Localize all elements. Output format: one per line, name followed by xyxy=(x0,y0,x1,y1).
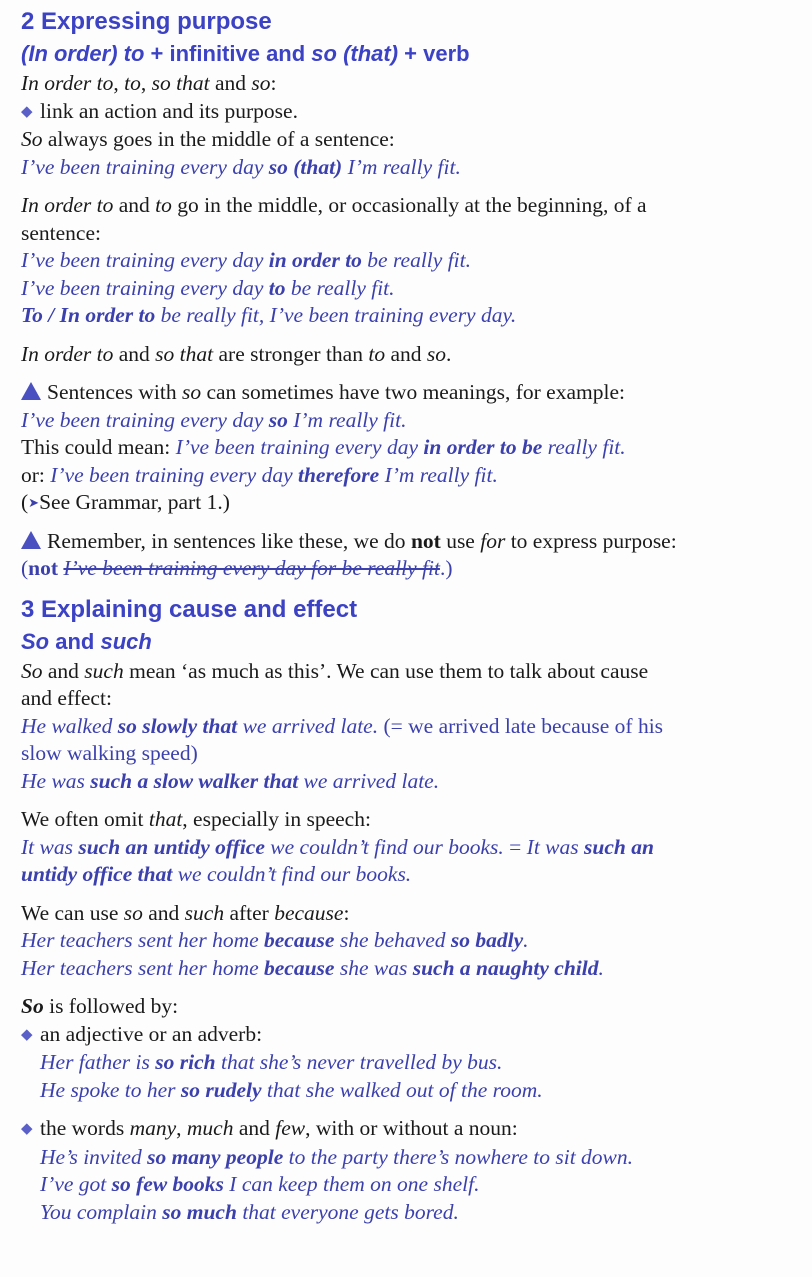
bullet-item xyxy=(21,1021,792,1050)
bullet-item xyxy=(21,1115,792,1144)
text-line xyxy=(21,927,792,955)
text-segment: we arrived late. xyxy=(237,713,379,738)
text-segment: You complain xyxy=(40,1199,163,1224)
text-segment: We can use xyxy=(21,900,124,925)
text-segment: : xyxy=(343,900,350,925)
subheading-segment: such xyxy=(100,628,152,654)
text-line xyxy=(21,528,792,556)
text-segment: It was xyxy=(21,834,79,859)
text-line xyxy=(21,126,792,154)
section-heading: 2 Expressing purpose xyxy=(21,8,272,35)
paragraph-block xyxy=(21,900,792,983)
text-segment: we couldn’t find our books. xyxy=(172,862,412,886)
text-segment: she was xyxy=(334,955,413,980)
text-segment: I’ve been training every day xyxy=(50,462,298,487)
text-segment: go in the middle, or occasionally at the beginning, of a xyxy=(171,193,647,217)
open-paren: ( xyxy=(21,490,29,514)
text-segment: to xyxy=(268,275,286,300)
text-segment: I’ve been training every day xyxy=(21,407,269,432)
text-segment: , with or without a noun: xyxy=(305,1116,518,1140)
text-segment: because xyxy=(274,900,344,925)
text-segment: I’ve been training every day xyxy=(21,154,269,179)
text-segment: so xyxy=(123,900,143,925)
text-segment: So xyxy=(21,994,44,1018)
text-segment: See Grammar, part 1.) xyxy=(39,490,230,514)
text-segment: I’ve been training every day xyxy=(21,275,269,300)
text-segment: to the party there’s nowhere to sit down. xyxy=(283,1144,634,1169)
text-segment: . xyxy=(446,341,452,366)
text-line xyxy=(21,192,792,220)
text-segment: and xyxy=(209,71,252,95)
text-segment: This could mean: xyxy=(21,435,176,459)
subheading-segment: + verb xyxy=(398,41,470,66)
text-segment: Her teachers sent her home xyxy=(21,928,265,952)
text-line xyxy=(21,806,792,834)
text-segment: and xyxy=(385,341,427,366)
text-segment: So xyxy=(21,658,43,683)
subheading-segment: (In order) to xyxy=(21,41,145,66)
text-segment: Remember, in sentences like these, we do xyxy=(47,528,411,553)
text-segment: . xyxy=(598,955,604,980)
text-segment: so xyxy=(251,71,271,95)
paragraph-block xyxy=(21,993,792,1104)
warning-triangle-icon xyxy=(21,382,41,400)
text-segment: I can keep them on one shelf. xyxy=(223,1172,480,1196)
text-segment: so that xyxy=(155,341,214,366)
text-segment: can sometimes have two meanings, for example: xyxy=(201,380,625,404)
text-segment: He walked xyxy=(21,713,118,738)
text-segment: much xyxy=(186,1116,234,1140)
text-segment: in order to be xyxy=(423,435,543,459)
text-segment: I’m really fit. xyxy=(342,154,461,179)
section-3 xyxy=(21,594,792,1227)
text-line xyxy=(21,834,792,862)
bullet-item xyxy=(21,98,792,127)
paragraph-block xyxy=(21,70,792,181)
text-segment: so slowly that xyxy=(117,713,238,738)
text-line xyxy=(21,302,792,330)
section-2 xyxy=(21,6,792,583)
text-line xyxy=(21,1199,792,1227)
subheading-segment: so (that) xyxy=(311,41,399,66)
text-segment: such an xyxy=(584,834,654,859)
text-segment: not xyxy=(28,556,64,580)
text-line xyxy=(21,713,792,741)
section-subheading xyxy=(21,38,792,70)
text-line xyxy=(21,861,792,889)
text-segment: be really fit. xyxy=(285,275,395,300)
text-segment: be really fit, I’ve been training every day. xyxy=(155,303,517,327)
text-segment: that everyone gets bored. xyxy=(236,1199,459,1224)
text-segment: link an action and its purpose. xyxy=(40,98,298,123)
text-segment: after xyxy=(224,900,275,925)
text-segment: To / In order to xyxy=(21,303,156,327)
paragraph-block xyxy=(21,192,792,330)
text-line xyxy=(21,1144,792,1172)
text-segment: so xyxy=(181,380,202,404)
text-segment: not xyxy=(410,528,441,553)
text-segment: so badly xyxy=(450,928,524,952)
text-segment: we arrived late. xyxy=(298,768,440,793)
diamond-bullet-icon: ◆ xyxy=(21,103,33,120)
text-segment: He was xyxy=(21,768,91,793)
text-segment: untidy office that xyxy=(21,862,173,886)
section-heading: 3 Explaining cause and effect xyxy=(21,595,358,623)
paragraph-block xyxy=(21,528,792,583)
paragraph-block xyxy=(21,658,792,796)
text-segment: .) xyxy=(439,556,453,580)
text-segment: In order to xyxy=(21,193,114,217)
text-segment: such a naughty child xyxy=(412,955,599,980)
text-line xyxy=(21,489,792,517)
text-segment: an adjective or an adverb: xyxy=(40,1021,263,1046)
text-segment: so xyxy=(268,407,288,432)
text-segment: in order to xyxy=(268,248,362,272)
text-segment: He’s invited xyxy=(40,1144,148,1169)
text-segment: In order to xyxy=(21,341,114,366)
text-segment: I’m really fit. xyxy=(287,407,407,432)
text-line xyxy=(21,900,792,928)
text-segment: so rich xyxy=(155,1050,216,1074)
subheading-segment: and xyxy=(49,628,101,654)
paragraph-block xyxy=(21,341,792,369)
text-segment: , xyxy=(140,71,152,95)
text-line xyxy=(21,434,792,462)
text-line xyxy=(21,555,792,583)
text-segment: to xyxy=(368,341,386,366)
warning-triangle-icon xyxy=(21,531,41,549)
text-segment: to xyxy=(124,71,141,95)
text-segment: = xyxy=(509,834,527,859)
text-segment: . xyxy=(523,928,529,952)
text-segment: and xyxy=(142,900,185,925)
text-segment: , xyxy=(113,71,125,95)
text-segment: is followed by: xyxy=(43,994,179,1018)
paragraph-block xyxy=(21,806,792,889)
text-line xyxy=(21,1171,792,1199)
text-line xyxy=(21,407,792,435)
diamond-bullet-icon: ◆ xyxy=(21,1121,33,1137)
text-segment: the words xyxy=(40,1116,130,1140)
text-segment: many xyxy=(129,1116,177,1140)
text-line xyxy=(21,955,792,983)
text-segment: and xyxy=(113,193,156,217)
text-line xyxy=(21,154,792,182)
text-segment: Sentences with xyxy=(47,380,182,404)
text-segment: such xyxy=(184,900,225,925)
text-segment: slow walking speed) xyxy=(21,741,198,765)
text-segment: because xyxy=(264,928,335,952)
subheading-segment: So xyxy=(21,628,50,654)
text-segment: therefore xyxy=(298,462,380,487)
text-segment: so much xyxy=(162,1199,237,1224)
text-segment: It was xyxy=(526,834,585,859)
text-segment: , xyxy=(176,1116,187,1140)
text-segment: so rudely xyxy=(180,1077,262,1102)
text-line xyxy=(21,341,792,369)
text-segment: and xyxy=(42,658,85,683)
text-segment: use xyxy=(440,528,481,553)
text-segment: so that xyxy=(151,71,210,95)
text-segment: to xyxy=(155,193,172,217)
text-segment: : xyxy=(270,71,277,95)
text-segment: He spoke to her xyxy=(40,1077,181,1102)
text-segment: I’ve got xyxy=(40,1172,112,1196)
text-segment: such a slow walker that xyxy=(90,768,299,793)
text-segment: that she’s never travelled by bus. xyxy=(215,1050,503,1074)
text-segment: and effect: xyxy=(21,686,112,710)
text-line xyxy=(21,247,792,275)
text-segment: or: xyxy=(21,462,51,487)
text-segment: and xyxy=(233,1116,276,1140)
text-segment: Her teachers sent her home xyxy=(21,955,265,980)
text-line xyxy=(21,1077,792,1105)
text-segment: be really fit. xyxy=(361,248,471,272)
text-segment: that she walked out of the room. xyxy=(261,1077,543,1102)
text-segment: (= we arrived late because of his xyxy=(378,713,664,738)
text-segment: always goes in the middle of a sentence: xyxy=(42,127,395,151)
text-segment: we couldn’t find our books. xyxy=(264,834,510,859)
text-line xyxy=(21,275,792,303)
diamond-bullet-icon: ◆ xyxy=(21,1026,33,1043)
text-line xyxy=(21,70,792,98)
text-segment: In order to xyxy=(21,71,114,95)
paragraph-block xyxy=(21,379,792,517)
text-segment: such an untidy office xyxy=(78,834,265,859)
text-line xyxy=(21,658,792,686)
text-segment: mean ‘as much as this’. We can use them to talk about cause xyxy=(123,658,649,683)
text-segment: few xyxy=(275,1116,306,1140)
text-segment: so many people xyxy=(147,1144,284,1169)
text-segment: are stronger than xyxy=(213,341,369,366)
text-line xyxy=(21,1049,792,1077)
text-segment: so (that) xyxy=(268,154,343,179)
text-line xyxy=(21,993,792,1021)
text-segment: to express purpose: xyxy=(505,528,677,553)
text-segment: such xyxy=(84,658,124,683)
text-line xyxy=(21,768,792,796)
text-line xyxy=(21,740,792,768)
text-segment: I’ve been training every day for be really fit xyxy=(63,556,440,580)
text-segment: she behaved xyxy=(334,928,451,952)
paragraph-block xyxy=(21,1115,792,1226)
text-segment: sentence: xyxy=(21,220,101,245)
text-line xyxy=(21,685,792,713)
text-line xyxy=(21,220,792,248)
text-segment: We often omit xyxy=(21,807,149,831)
text-segment: because xyxy=(264,955,335,980)
text-segment: for xyxy=(480,528,506,553)
text-segment: Her father is xyxy=(40,1050,156,1074)
text-line xyxy=(21,462,792,490)
subheading-segment: + infinitive and xyxy=(144,41,312,66)
text-segment: I’ve been training every day xyxy=(21,248,269,272)
text-segment: , especially in speech: xyxy=(182,807,371,831)
text-segment: I’ve been training every day xyxy=(175,435,424,459)
text-segment: really fit. xyxy=(542,435,626,459)
text-segment: I’m really fit. xyxy=(379,462,498,487)
text-segment: and xyxy=(113,341,156,366)
cross-reference-arrow-icon: ➤ xyxy=(28,495,40,510)
text-segment: so xyxy=(426,341,446,366)
text-segment: So xyxy=(21,127,43,151)
text-segment: so few books xyxy=(111,1172,224,1196)
section-subheading xyxy=(21,626,792,658)
grammar-page xyxy=(21,6,792,1237)
text-line xyxy=(21,379,792,407)
text-segment: ( xyxy=(21,556,29,580)
text-segment: that xyxy=(148,807,183,831)
